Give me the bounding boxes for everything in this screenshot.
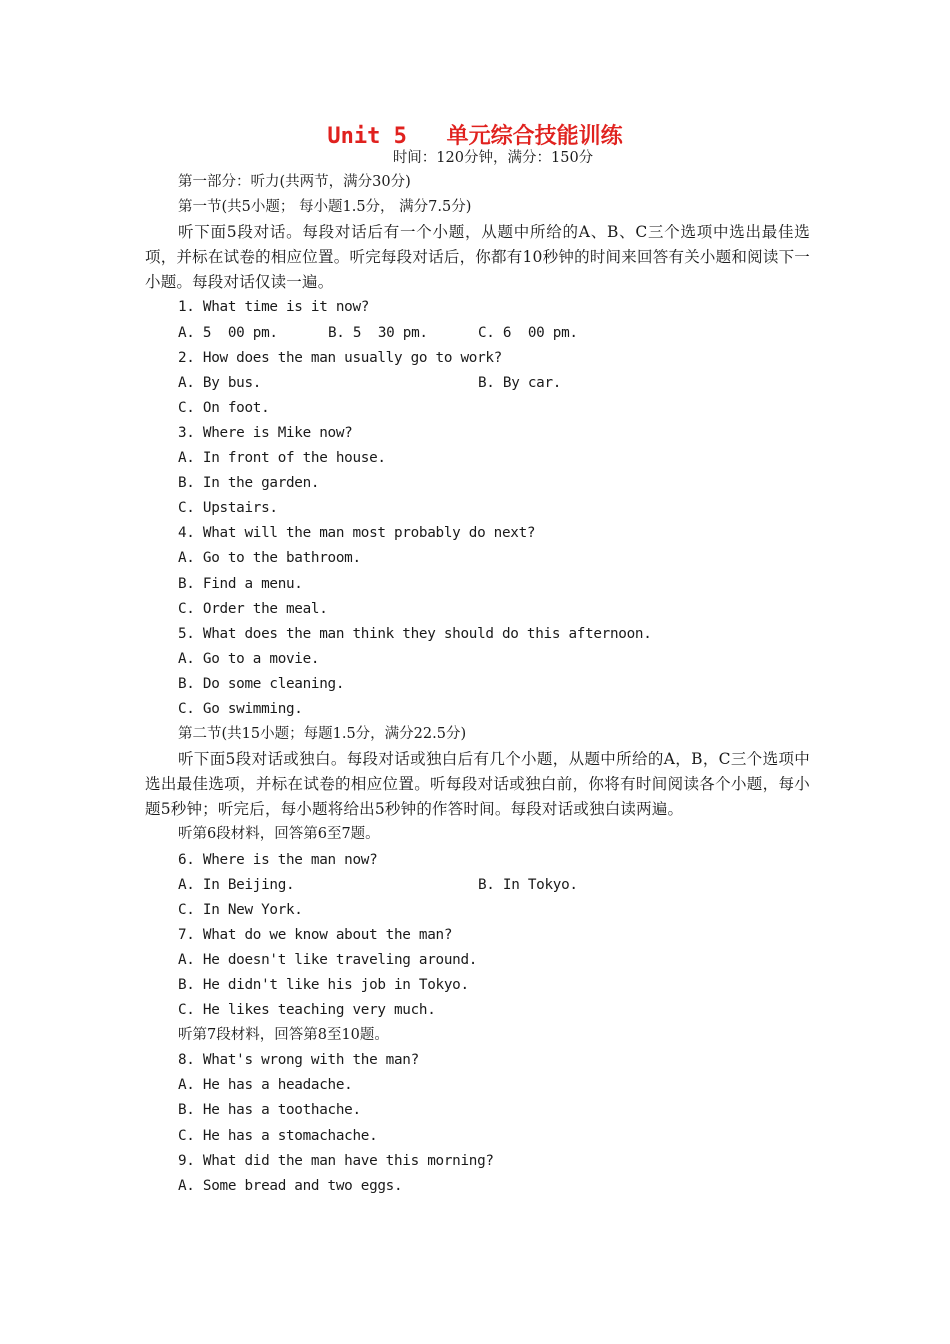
- material-6-note: 听第6段材料，回答第6至7题。: [178, 826, 380, 843]
- question-2-options: [145, 371, 810, 396]
- question-1: 1. What time is it now?: [178, 299, 370, 316]
- option-a: A. 5 00 pm.: [178, 324, 278, 341]
- option-c: C. Go swimming.: [178, 700, 303, 717]
- option-c: C. Order the meal.: [178, 600, 328, 617]
- question-2: 2. How does the man usually go to work?: [178, 349, 502, 366]
- material-7-note: 听第7段材料，回答第8至10题。: [178, 1027, 389, 1044]
- option-a: A. Go to the bathroom.: [178, 550, 361, 567]
- option-b: B. Do some cleaning.: [178, 675, 345, 692]
- option-b: B. In the garden.: [178, 475, 320, 492]
- option-c: C. In New York.: [178, 901, 303, 918]
- section2-heading: 第二节(共15小题；每题1.5分，满分22.5分): [178, 726, 467, 743]
- option-b: B. Find a menu.: [178, 575, 303, 592]
- question-9: 9. What did the man have this morning?: [178, 1152, 494, 1169]
- option-b: B. By car.: [478, 374, 562, 391]
- question-3: 3. Where is Mike now?: [178, 424, 353, 441]
- question-6: 6. Where is the man now?: [178, 851, 378, 868]
- option-b: B. 5 30 pm.: [328, 324, 428, 341]
- option-b: B. He has a toothache.: [178, 1102, 361, 1119]
- question-6-options: [145, 873, 810, 898]
- option-c: C. On foot.: [178, 399, 270, 416]
- option-a: A. He doesn't like traveling around.: [178, 951, 478, 968]
- option-a: A. In Beijing.: [178, 876, 295, 893]
- option-a: A. Some bread and two eggs.: [178, 1177, 403, 1194]
- question-4: 4. What will the man most probably do next?: [178, 525, 536, 542]
- option-b: B. He didn't like his job in Tokyo.: [178, 977, 469, 993]
- part1-heading: 第一部分：听力(共两节，满分30分): [178, 174, 411, 190]
- section2-instructions: 听下面5段对话或独白。每段对话或独白后有几个小题，从题中所给的A，B，C三个选项中选出最佳选项，并标在试卷的相应位置。听每段对话或独白前，你将有时间阅读各个小题，每小题5秒钟；听完后，每小题将给出5秒钟的作答时间。每段对话或独白读两遍。: [145, 750, 810, 819]
- section1-instructions: 听下面5段对话。每段对话后有一个小题，从题中所给的A、B、C三个选项中选出最佳选项，并标在试卷的相应位置。听完每段对话后，你都有10秒钟的时间来回答有关小题和阅读下一小题。每段对话仅读一遍。: [145, 223, 810, 292]
- option-a: A. By bus.: [178, 374, 262, 391]
- time-and-score: 时间：120分钟，满分：150分: [392, 150, 594, 166]
- option-a: A. In front of the house.: [178, 450, 386, 467]
- question-1-options: [145, 321, 810, 346]
- option-c: C. He has a stomachache.: [178, 1127, 378, 1144]
- option-c: C. Upstairs.: [178, 500, 278, 517]
- option-b: B. In Tokyo.: [478, 876, 578, 893]
- option-a: A. Go to a movie.: [178, 650, 320, 667]
- question-8: 8. What's wrong with the man?: [178, 1052, 419, 1069]
- option-a: A. He has a headache.: [178, 1077, 353, 1094]
- option-c: C. He likes teaching very much.: [178, 1002, 436, 1019]
- question-5: 5. What does the man think they should do this afternoon.: [178, 625, 652, 642]
- section1-heading: 第一节(共5小题； 每小题1.5分， 满分7.5分): [178, 199, 472, 216]
- option-c: C. 6 00 pm.: [478, 324, 578, 341]
- question-7: 7. What do we know about the man?: [178, 926, 453, 943]
- unit-title: Unit 5 单元综合技能训练: [327, 124, 623, 149]
- document-body: [145, 170, 810, 1199]
